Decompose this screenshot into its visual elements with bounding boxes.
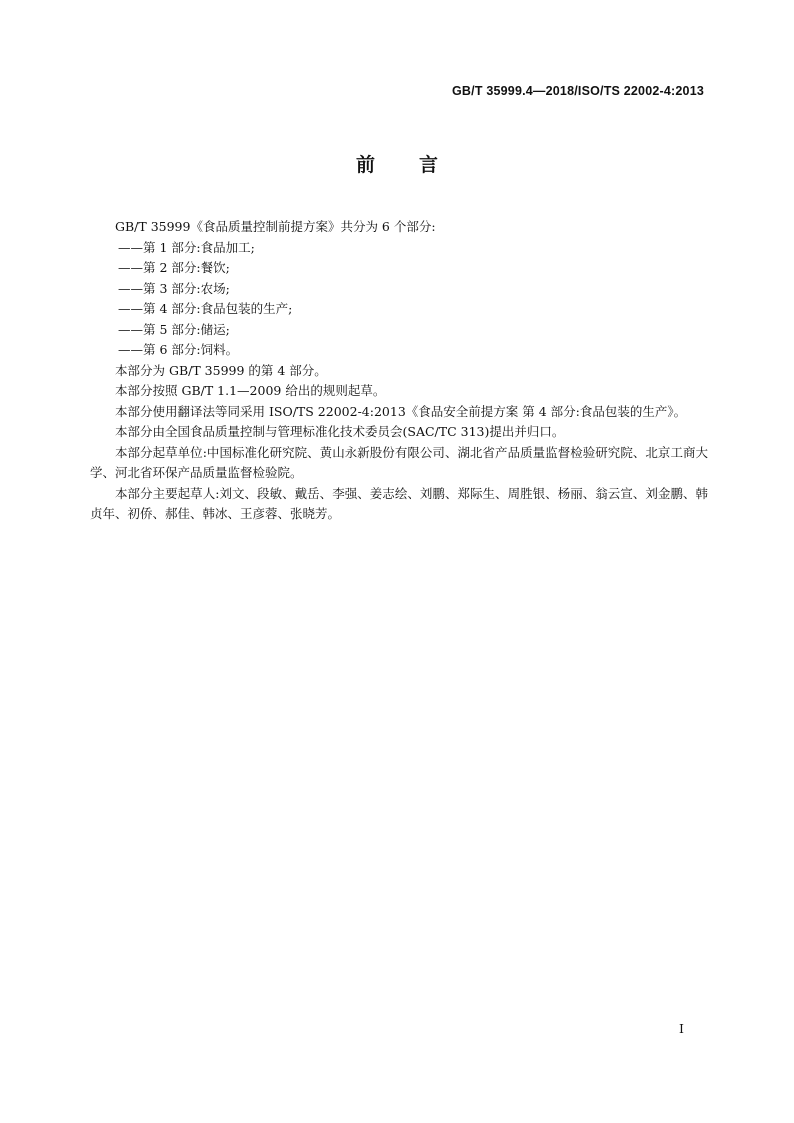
- part-list-item: ——第 6 部分:饲料。: [118, 342, 239, 357]
- part-list-item: ——第 3 部分:农场;: [118, 280, 230, 296]
- part-list-item: ——第 4 部分:食品包装的生产;: [118, 301, 293, 316]
- intro-paragraph: GB/T 35999《食品质量控制前提方案》共分为 6 个部分:: [115, 219, 436, 234]
- part-statement-paragraph: 本部分为 GB/T 35999 的第 4 部分。: [115, 362, 327, 378]
- part-list-item: ——第 5 部分:储运;: [118, 321, 230, 337]
- adoption-paragraph: 本部分使用翻译法等同采用 ISO/TS 22002-4:2013《食品安全前提方案 第 4 部分:食品包装的生产》。: [115, 403, 687, 419]
- page-number: I: [679, 1021, 684, 1036]
- drafters-paragraph: 本部分主要起草人:刘文、段敏、戴岳、李强、姜志绘、刘鹏、郑际生、周胜银、杨丽、翁云宣、刘金鹏、韩贞年、初侨、郝佳、韩冰、王彦蓉、张晓芳。: [90, 485, 708, 521]
- document-body: [90, 217, 708, 525]
- proposer-paragraph: 本部分由全国食品质量控制与管理标准化技术委员会(SAC/TC 313)提出并归口。: [115, 424, 565, 439]
- standard-number-header: GB/T 35999.4—2018/ISO/TS 22002-4:2013: [452, 84, 704, 98]
- drafting-units-paragraph: 本部分起草单位:中国标准化研究院、黄山永新股份有限公司、湖北省产品质量监督检验研究院、北京工商大学、河北省环保产品质量监督检验院。: [90, 444, 708, 480]
- drafting-rules-paragraph: 本部分按照 GB/T 1.1—2009 给出的规则起草。: [115, 383, 386, 398]
- part-list-item: ——第 2 部分:餐饮;: [118, 260, 230, 275]
- page-title: 前言: [355, 154, 482, 176]
- part-list-item: ——第 1 部分:食品加工;: [118, 239, 255, 255]
